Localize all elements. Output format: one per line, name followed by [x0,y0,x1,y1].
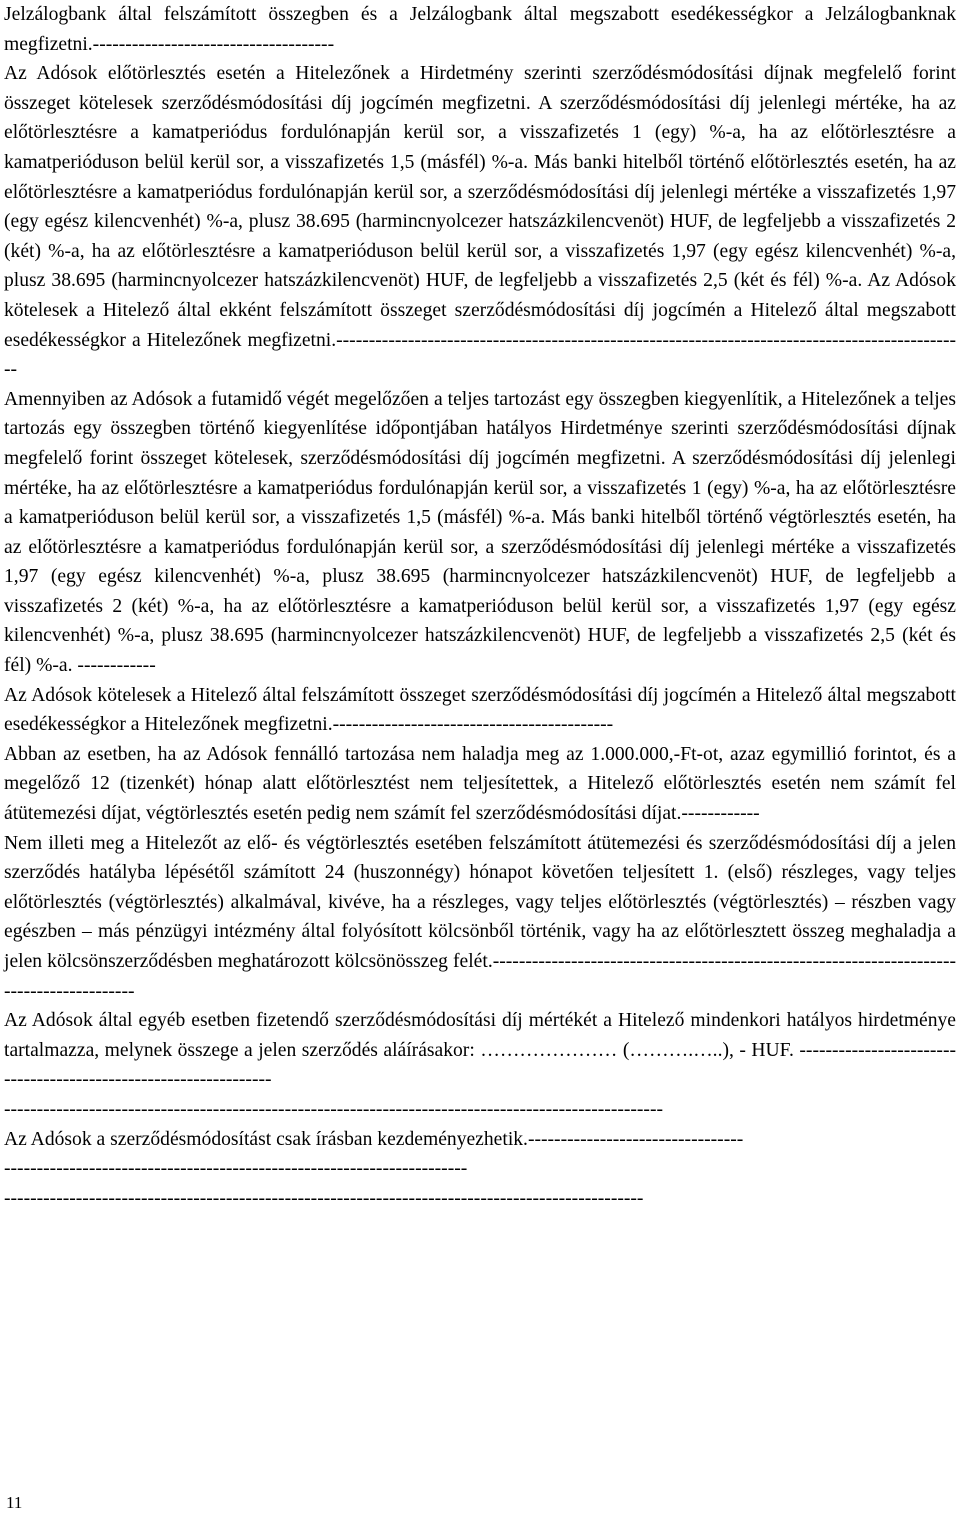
document-page [4,0,956,1213]
paragraph-full-repayment-fee: Amennyiben az Adósok a futamidő végét megelőzően a teljes tartozást egy összegben kiegyenlítik, a Hitelezőnek a teljes tartozás egy összegben történő kiegyenlítése időpontjában hatályos Hirdetménye szerinti szerződésmódosítási díjnak megfelelő forint összeget kötelesek, szerződésmódosítási díj jogcímén megfizetni. A szerződésmódosítási díj jelenlegi mértéke, ha az előtörlesztésre a kamatperiódus fordulónapján kerül sor, a visszafizetés 1 (egy) %-a, ha az előtörlesztésre a kamatperióduson belül kerül sor, a visszafizetés 1,5 (másfél) %-a. Más banki hitelből történő végtörlesztés esetén, ha az előtörlesztésre a kamatperiódus fordulónapján kerül sor, a szerződésmódosítási díj jelenlegi mértéke a visszafizetés 1,97 (egy egész kilencvenhét) %-a, plusz 38.695 (harmincnyolcezer hatszázkilencvenöt) HUF, de legfeljebb a visszafizetés 2 (két) %-a, ha az előtörlesztésre a kamatperióduson belül kerül sor, a visszafizetés 1,97 (egy egész kilencvenhét) %-a, plusz 38.695 (harmincnyolcezer hatszázkilencvenöt) HUF, de legfeljebb a visszafizetés 2,5 (két és fél) %-a. ------------ [4,388,956,677]
paragraph-24-month-exemption: Nem illeti meg a Hitelezőt az elő- és végtörlesztés esetében felszámított átütemezési és szerződésmódosítási díj a jelen szerződés hatályba lépésétől számított 24 (huszonnégy) hónapot követően teljesített 1. (első) részleges, vagy teljes előtörlesztés (végtörlesztés) alkalmával, kivéve, ha a részleges, vagy teljes előtörlesztés (végtörlesztés) – részben vagy egészben – más pénzügyi intézmény által folyósított kölcsönből történik, vagy ha az előtörlesztett összeg meghaladja a jelen kölcsönszerződésben meghatározott kölcsönösszeg felét.------------------------------------------------------------------------------------------- [4,832,956,1002]
dash-separator-line: ----------------------------------------------------------------------------------------------------- [4,1098,664,1120]
paragraph-written-modification: Az Adósok a szerződésmódosítást csak írásban kezdeményezhetik.--------------------------------- [4,1128,744,1150]
page-number: 11 [6,1493,23,1512]
dash-separator-line: -------------------------------------------------------------------------------------------------- [4,1187,644,1209]
paragraph-small-debt-exemption: Abban az esetben, ha az Adósok fennálló tartozása nem haladja meg az 1.000.000,-Ft-ot, azaz egymillió forintot, és a megelőző 12 (tizenkét) hónap alatt előtörlesztést nem teljesítettek, a Hitelező előtörlesztés esetén nem számít fel átütemezési díjat, végtörlesztés esetén pedig nem számít fel szerződésmódosítási díjat.------------ [4,743,956,825]
paragraph-prepayment-fee: Az Adósok előtörlesztés esetén a Hitelezőnek a Hirdetmény szerinti szerződésmódosítási díjnak megfelelő forint összeget kötelesek szerződésmódosítási díj jogcímén megfizetni. A szerződésmódosítási díj jelenlegi mértéke, ha az előtörlesztésre a kamatperiódus fordulónapján kerül sor, a visszafizetés 1 (egy) %-a, ha az előtörlesztésre a kamatperióduson belül kerül sor, a visszafizetés 1,5 (másfél) %-a. Más banki hitelből történő előtörlesztés esetén, ha az előtörlesztésre a kamatperiódus fordulónapján kerül sor, a szerződésmódosítási díj jelenlegi mértéke a visszafizetés 1,97 (egy egész kilencvenhét) %-a, plusz 38.695 (harmincnyolcezer hatszázkilencvenöt) HUF, de legfeljebb a visszafizetés 2 (két) %-a, ha az előtörlesztésre a kamatperióduson belül kerül sor, a visszafizetés 1,97 (egy egész kilencvenhét) %-a, plusz 38.695 (harmincnyolcezer hatszázkilencvenöt) HUF, de legfeljebb a visszafizetés 2,5 (két és fél) %-a. Az Adósok kötelesek a Hitelező által ekként felszámított összeget szerződésmódosítási díj jogcímén a Hitelező által megszabott esedékességkor a Hitelezőnek megfizetni.------------------------------------------------------------------------------------------------- [4,63,956,381]
paragraph-other-fee: Az Adósok által egyéb esetben fizetendő szerződésmódosítási díj mértékét a Hitelező mindenkori hatályos hirdetménye tartalmazza, melynek összege a jelen szerződés aláírásakor: ………………… (……….…..), - HUF. ----------------------------------------------------------------- [4,1010,956,1091]
paragraph-payment-obligation: Az Adósok kötelesek a Hitelező által felszámított összeget szerződésmódosítási díj jogcímén a Hitelező által megszabott esedékességkor a Hitelezőnek megfizetni.------------------------------------------- [4,684,956,736]
paragraph-continuation: Jelzálogbank által felszámított összegben és a Jelzálogbank által megszabott esedékességkor a Jelzálogbanknak megfizetni.------------------------------------- [4,4,956,55]
dash-separator-line: ----------------------------------------------------------------------- [4,1158,468,1180]
